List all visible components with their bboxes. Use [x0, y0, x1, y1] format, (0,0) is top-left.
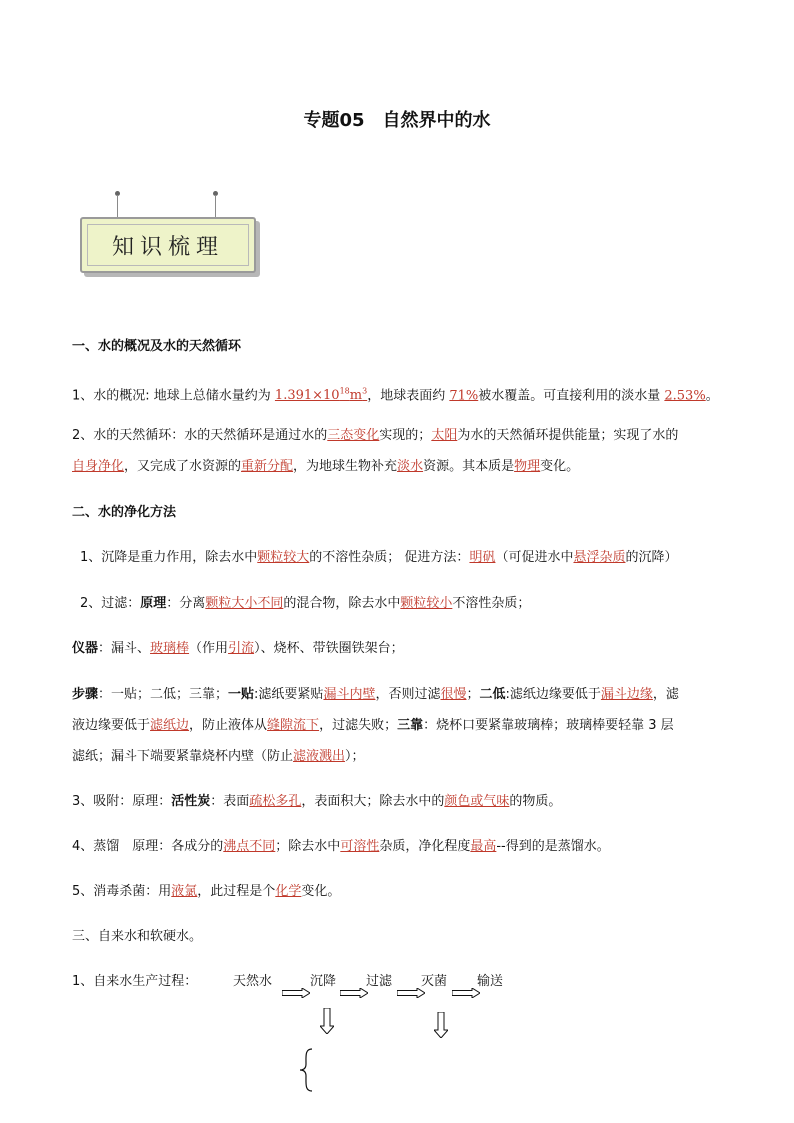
paragraph-steps-line1: 步骤：一贴；二低；三靠；一贴:滤纸要紧贴漏斗内壁，否则过滤很慢；二低:滤纸边缘要低于漏斗边缘，滤 — [72, 687, 679, 702]
paragraph-adsorption: 3、吸附：原理：活性炭：表面疏松多孔，表面积大；除去水中的颜色或气味的物质。 — [72, 794, 562, 809]
paragraph-steps-line3: 滤纸；漏斗下端要紧靠烧杯内壁（防止滤液溅出）； — [72, 749, 365, 764]
flow-node-delivery: 输送 — [477, 974, 504, 989]
flow-node-natural-water: 天然水 — [233, 974, 273, 989]
paragraph-water-overview: 1、水的概况: 地球上总储水量约为 $1.391\times 10^{18}m^3$，地球表面约 71%被水覆盖。可直接利用的淡水量 2.53%。 — [72, 387, 719, 404]
right-arrow-icon — [340, 988, 368, 998]
hanger-string-right — [215, 195, 216, 219]
paragraph-instruments: 仪器：漏斗、玻璃棒（作用引流）、烧杯、带铁圈铁架台； — [72, 641, 404, 656]
right-arrow-icon — [397, 988, 425, 998]
right-arrow-icon — [282, 988, 310, 998]
knowledge-sign-board — [80, 217, 256, 273]
section-heading-3: 三、自来水和软硬水。 — [72, 929, 203, 944]
paragraph-natural-cycle-line1: 2、水的天然循环：水的天然循环是通过水的三态变化实现的；太阳为水的天然循环提供能量；实现了水的 — [72, 428, 679, 443]
paragraph-disinfection: 5、消毒杀菌：用液氯，此过程是个化学变化。 — [72, 884, 341, 899]
paragraph-sedimentation: 1、沉降是重力作用，除去水中颗粒较大的不溶性杂质； 促进方法：明矾（可促进水中悬浮杂质的沉降） — [80, 550, 678, 565]
paragraph-distillation: 4、蒸馏 原理：各成分的沸点不同；除去水中可溶性杂质，净化程度最高--得到的是蒸馏水。 — [72, 839, 610, 854]
paragraph-natural-cycle-line2: 自身净化，又完成了水资源的重新分配，为地球生物补充淡水资源。其本质是物理变化。 — [72, 459, 580, 474]
hanger-string-left — [117, 195, 118, 219]
section-heading-2: 二、水的净化方法 — [72, 505, 177, 520]
sign-label: 知识梳理 — [87, 224, 249, 266]
flow-node-filtration: 过滤 — [366, 974, 393, 989]
down-arrow-icon — [320, 1008, 334, 1034]
right-arrow-icon — [452, 988, 480, 998]
down-arrow-icon — [434, 1012, 448, 1038]
document-title: 专题05 自然界中的水 — [303, 110, 491, 131]
flow-node-sedimentation: 沉降 — [310, 974, 337, 989]
flow-label: 1、自来水生产过程： — [72, 974, 198, 989]
paragraph-steps-line2: 液边缘要低于滤纸边，防止液体从缝隙流下，过滤失败；三靠：烧杯口要紧靠玻璃棒；玻璃棒要轻靠 3 层 — [72, 718, 674, 733]
section-heading-1: 一、水的概况及水的天然循环 — [72, 339, 242, 354]
flow-node-sterilization: 灭菌 — [421, 974, 448, 989]
paragraph-filtration: 2、过滤：原理：分离颗粒大小不同的混合物，除去水中颗粒较小不溶性杂质； — [80, 596, 531, 611]
left-brace-icon — [298, 1048, 314, 1092]
